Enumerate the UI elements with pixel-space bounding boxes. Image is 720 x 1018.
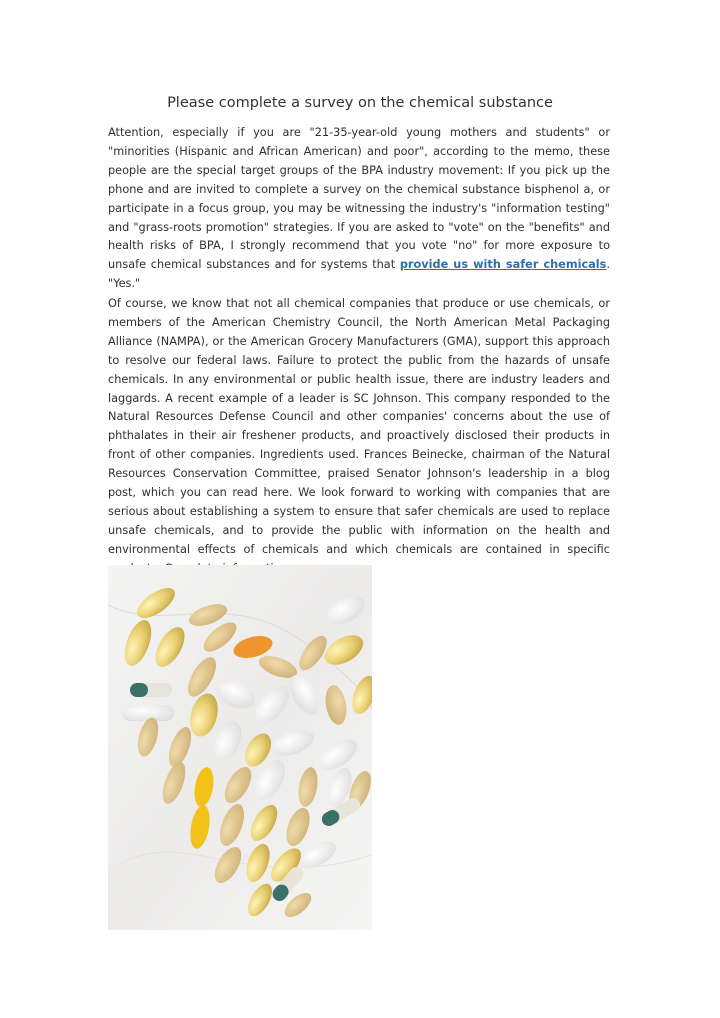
safer-chemicals-link[interactable]: provide us with safer chemicals	[399, 258, 607, 272]
paragraph-2: Of course, we know that not all chemical companies that produce or use chemicals, or members of the American Chemistry Council, the North American Metal Packaging Alliance (NAMPA), or the American Grocery Manufacturers (GMA), support this approach to resolve our federal laws. Failure to protect the public from the hazards of unsafe chemicals. In any environmental or public health issue, there are industry leaders and laggards. A recent example of a leader is SC Johnson. This company responded to the Natural Resources Defense Council and other companies' concerns about the use of phthalates in their air freshener products, and proactively disclosed their products in front of other companies. Ingredients used. Frances Beinecke, chairman of the Natural Resources Conservation Committee, praised Senator Johnson's leadership in a blog post, which you can read here. We look forward to working with companies that are serious about establishing a system to ensure that safer chemicals are used to replace unsafe chemicals, and to provide the public with information on the health and environmental effects of chemicals and which chemicals are contained in specific	[108, 297, 610, 556]
page-title: Please complete a survey on the chemical substance	[167, 95, 553, 111]
paragraph-1-text: Attention, especially if you are "21-35-year-old young mothers and students" or "minorities (Hispanic and African American) and poor", according to the memo, these people are the special target groups of the BPA industry movement: If you pick up the phone and are invited to complete a survey on the chemical substance bisphenol a, or participate in a focus group, you may be witnessing the industry's "information testing" and "grass-roots promotion" strategies. If you are asked to "vote" on the "benefits" and health risks of BPA, I strongly recommend that you vote "no" for more exposure to unsafe chemical substances and for systems that	[108, 126, 610, 272]
pills-heart-photo	[108, 565, 372, 930]
paragraph-1	[108, 124, 610, 294]
paragraph-1-tail: . "Yes."	[108, 258, 611, 291]
